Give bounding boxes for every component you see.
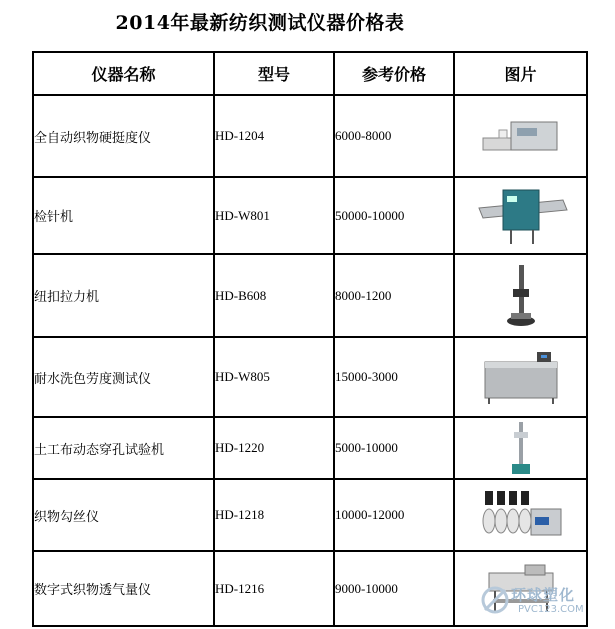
instrument-name: 检针机 xyxy=(33,177,214,254)
needle-detector-icon xyxy=(473,186,569,246)
instrument-model: HD-1204 xyxy=(214,95,334,177)
instrument-name: 全自动织物硬挺度仪 xyxy=(33,95,214,177)
stiffness-tester-icon xyxy=(481,116,561,156)
instrument-name: 耐水洗色劳度测试仪 xyxy=(33,337,214,417)
watermark-sub: PVC123.COM xyxy=(518,604,584,615)
column-header-model: 型号 xyxy=(214,52,334,95)
geotextile-puncture-tester-icon xyxy=(506,420,536,476)
table-row xyxy=(33,479,587,551)
instrument-price: 15000-3000 xyxy=(334,337,454,417)
table-row xyxy=(33,95,587,177)
instrument-name: 土工布动态穿孔试验机 xyxy=(33,417,214,479)
table-header-row xyxy=(33,52,587,95)
instrument-price: 6000-8000 xyxy=(334,95,454,177)
instrument-model: HD-1218 xyxy=(214,479,334,551)
instrument-model: HD-1216 xyxy=(214,551,334,626)
table-row xyxy=(33,337,587,417)
instrument-model: HD-B608 xyxy=(214,254,334,337)
instrument-price: 5000-10000 xyxy=(334,417,454,479)
snagging-tester-icon xyxy=(479,487,563,543)
washing-fastness-tester-icon xyxy=(481,348,561,406)
price-table xyxy=(32,51,588,627)
instrument-price: 10000-12000 xyxy=(334,479,454,551)
button-tensile-tester-icon xyxy=(501,263,541,329)
instrument-model: HD-W801 xyxy=(214,177,334,254)
globe-logo-icon xyxy=(480,584,510,620)
instrument-model: HD-W805 xyxy=(214,337,334,417)
column-header-name: 仪器名称 xyxy=(33,52,214,95)
watermark xyxy=(478,582,608,624)
instrument-name: 织物勾丝仪 xyxy=(33,479,214,551)
table-row xyxy=(33,177,587,254)
table-row xyxy=(33,254,587,337)
instrument-name: 纽扣拉力机 xyxy=(33,254,214,337)
column-header-image: 图片 xyxy=(454,52,587,95)
column-header-price: 参考价格 xyxy=(334,52,454,95)
instrument-price: 9000-10000 xyxy=(334,551,454,626)
table-row xyxy=(33,417,587,479)
instrument-name: 数字式织物透气量仪 xyxy=(33,551,214,626)
instrument-model: HD-1220 xyxy=(214,417,334,479)
watermark-text: 环球塑化 xyxy=(511,586,576,604)
page-title: 2014年最新纺织测试仪器价格表 xyxy=(115,12,405,34)
instrument-price: 8000-1200 xyxy=(334,254,454,337)
instrument-price: 50000-10000 xyxy=(334,177,454,254)
